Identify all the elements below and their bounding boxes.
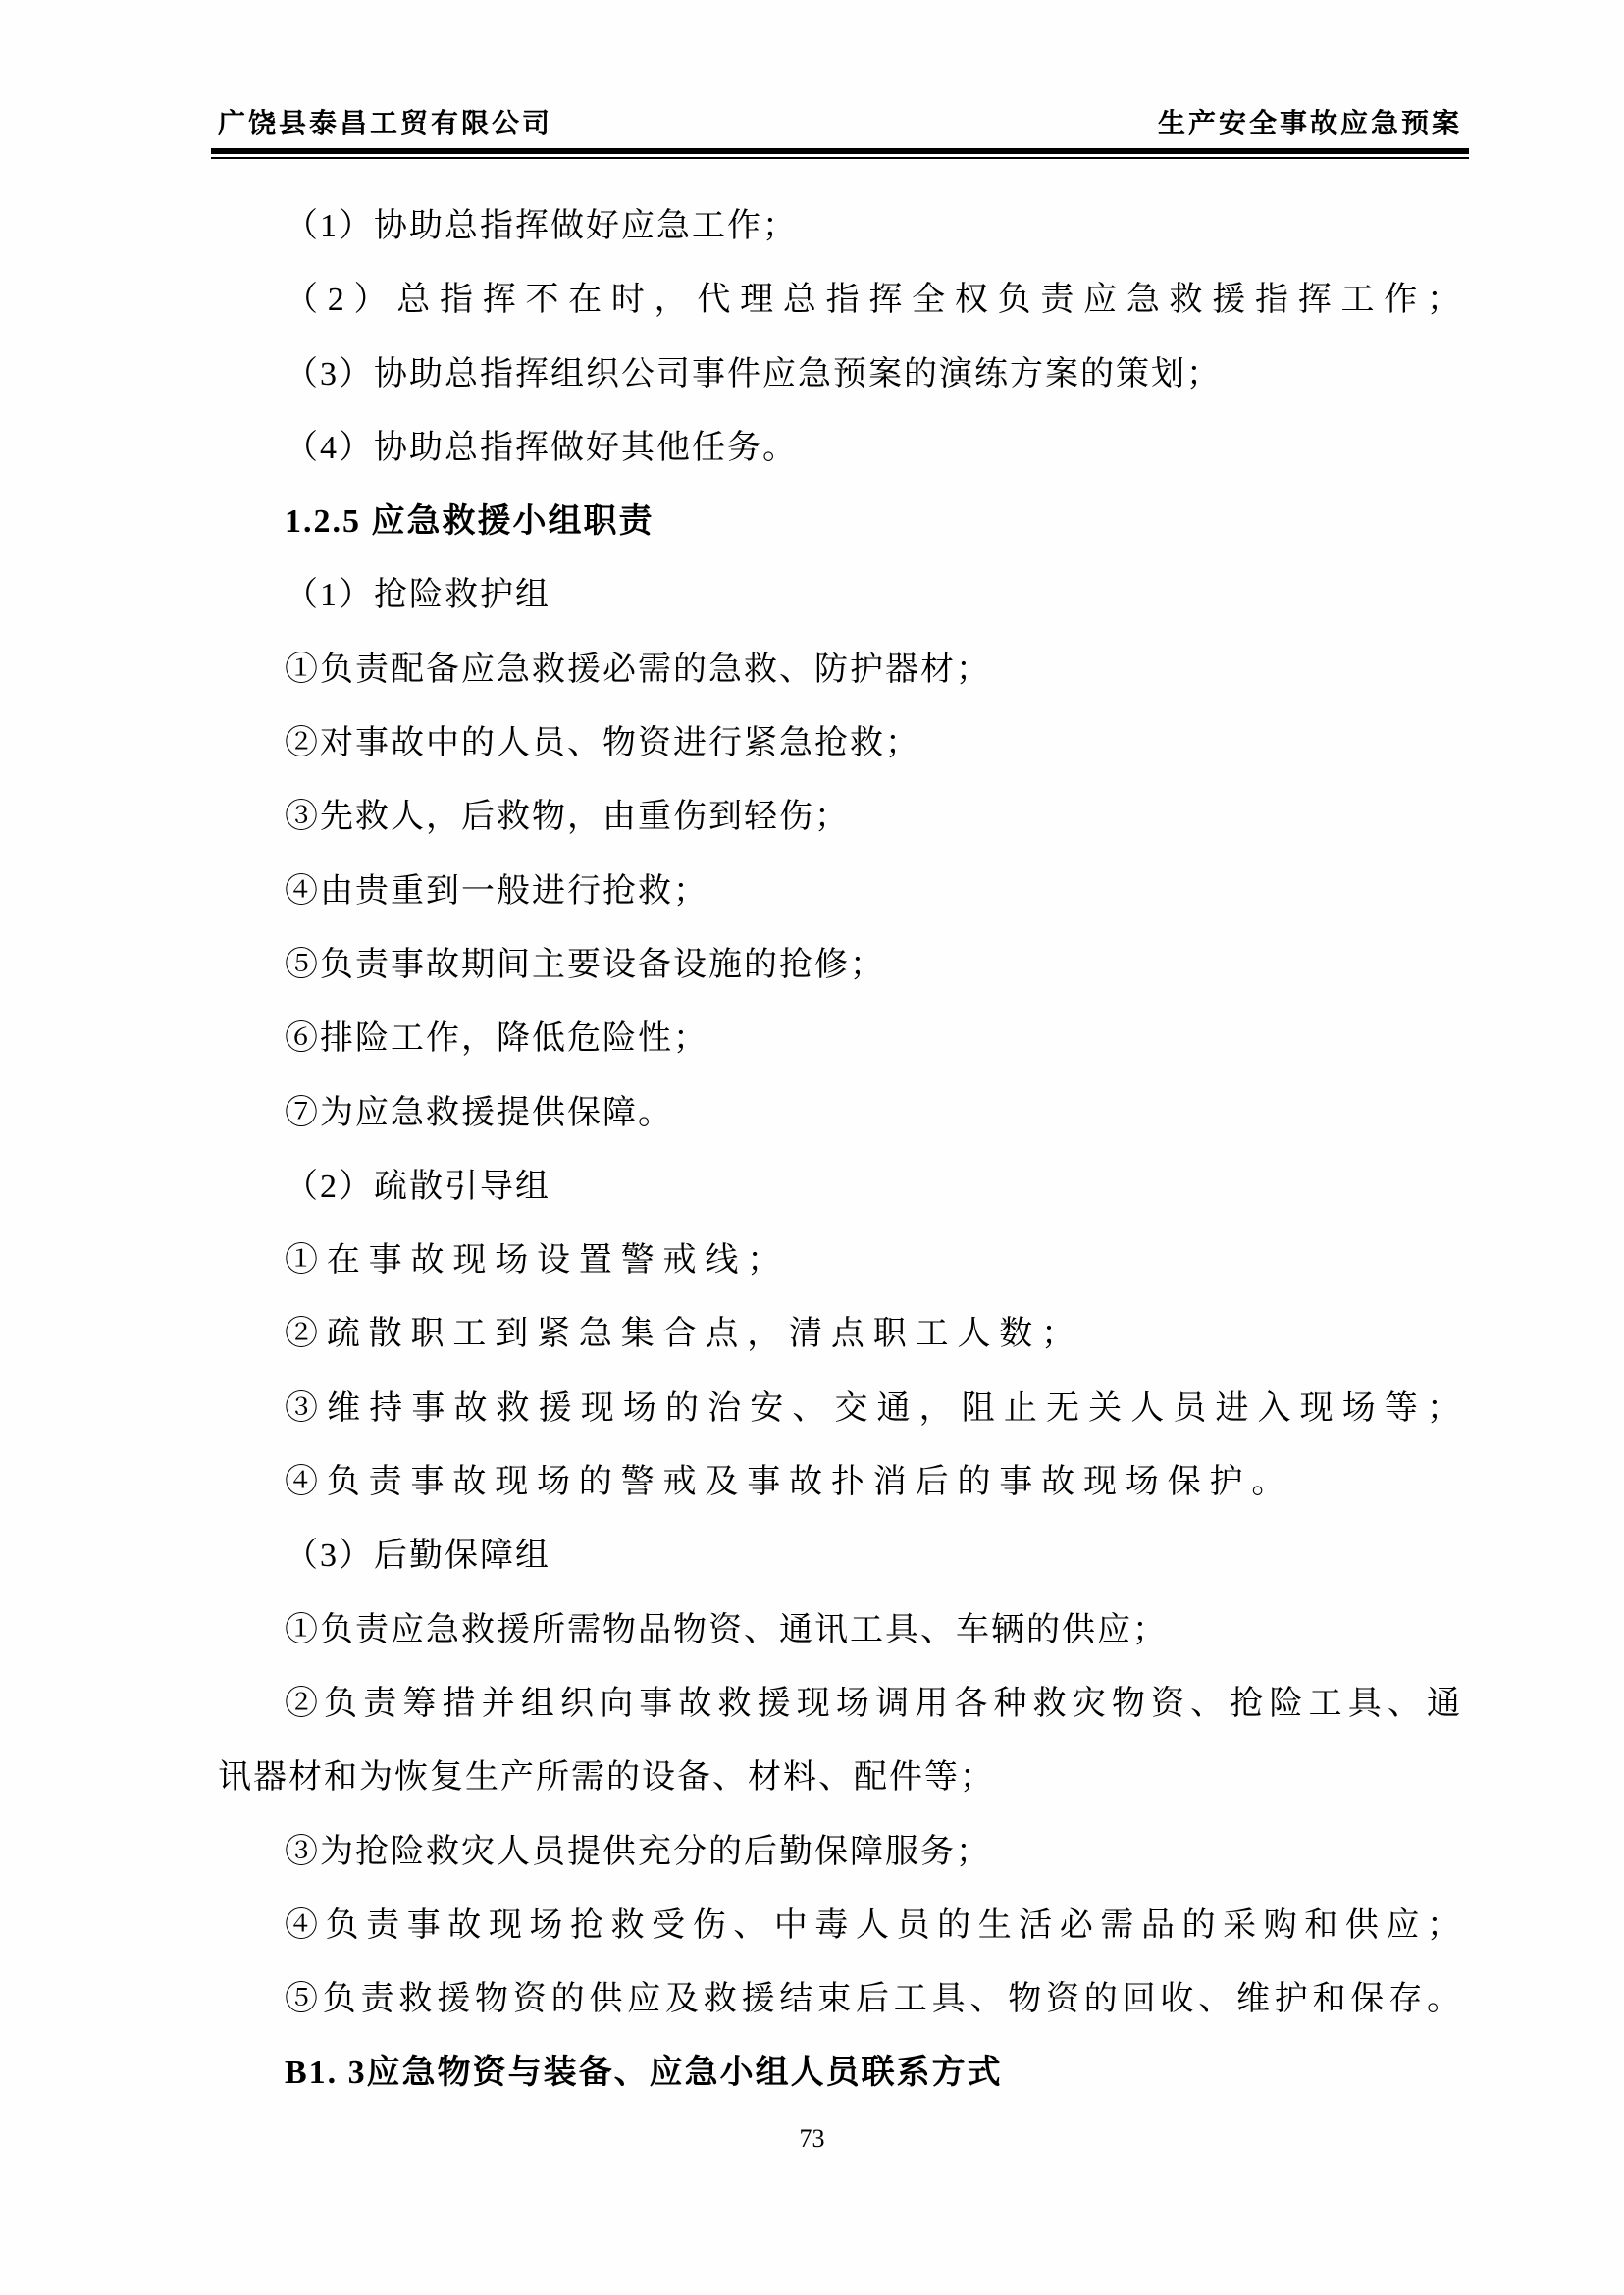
paragraph-line: ②对事故中的人员、物资进行紧急抢救； xyxy=(285,725,920,762)
paragraph-line: ④负责事故现场抢救受伤、中毒人员的生活必需品的采购和供应； xyxy=(285,1906,1462,1944)
paragraph-line: ①负责配备应急救援必需的急救、防护器材； xyxy=(285,651,991,688)
header-doc-title: 生产安全事故应急预案 xyxy=(1157,109,1462,139)
header-divider xyxy=(211,148,1469,159)
paragraph-line: ②负责筹措并组织向事故救援现场调用各种救灾物资、抢险工具、通 xyxy=(285,1685,1462,1722)
paragraph-line: （3）协助总指挥组织公司事件应急预案的演练方案的策划； xyxy=(285,355,1222,392)
paragraph-line: ④由贵重到一般进行抢救； xyxy=(285,872,708,910)
paragraph-line: ⑤负责救援物资的供应及救援结束后工具、物资的回收、维护和保存。 xyxy=(285,1981,1462,2018)
paragraph-line: 讯器材和为恢复生产所需的设备、材料、配件等； xyxy=(218,1759,995,1797)
section-heading: B1. 3应急物资与装备、应急小组人员联系方式 xyxy=(285,2055,1003,2092)
header-divider-thin-line xyxy=(211,157,1469,159)
paragraph-line: （2）总指挥不在时，代理总指挥全权负责应急救援指挥工作； xyxy=(285,282,1462,319)
paragraph-line: ②疏散职工到紧急集合点，清点职工人数； xyxy=(285,1316,1083,1353)
paragraph-line: ①负责应急救援所需物品物资、通讯工具、车辆的供应； xyxy=(285,1611,1168,1648)
paragraph-line: ③维持事故救援现场的治安、交通，阻止无关人员进入现场等； xyxy=(285,1389,1462,1427)
paragraph-line: （2）疏散引导组 xyxy=(285,1168,550,1205)
page-footer xyxy=(0,2119,1624,2159)
paragraph-line: ⑤负责事故期间主要设备设施的抢修； xyxy=(285,946,885,983)
paragraph-line: ③为抢险救灾人员提供充分的后勤保障服务； xyxy=(285,1833,991,1870)
paragraph-line: ①在事故现场设置警戒线； xyxy=(285,1242,790,1279)
paragraph-line: ③先救人，后救物，由重伤到轻伤； xyxy=(285,799,850,836)
paragraph-line: （1）协助总指挥做好应急工作； xyxy=(285,208,798,244)
page-header xyxy=(218,102,1462,141)
header-company-name: 广饶县泰昌工贸有限公司 xyxy=(218,109,553,139)
paragraph-line: （1）抢险救护组 xyxy=(285,577,550,614)
paragraph-line: ⑥排险工作，降低危险性； xyxy=(285,1020,708,1058)
paragraph-line: （3）后勤保障组 xyxy=(285,1538,550,1575)
paragraph-line: （4）协助总指挥做好其他任务。 xyxy=(285,429,798,466)
page-number: 73 xyxy=(799,2124,825,2153)
section-heading: 1.2.5 应急救援小组职责 xyxy=(285,503,655,541)
document-body xyxy=(218,189,1462,2111)
paragraph-line: ⑦为应急救援提供保障。 xyxy=(285,1094,673,1131)
paragraph-line: ④负责事故现场的警戒及事故扑消后的事故现场保护。 xyxy=(285,1464,1294,1501)
